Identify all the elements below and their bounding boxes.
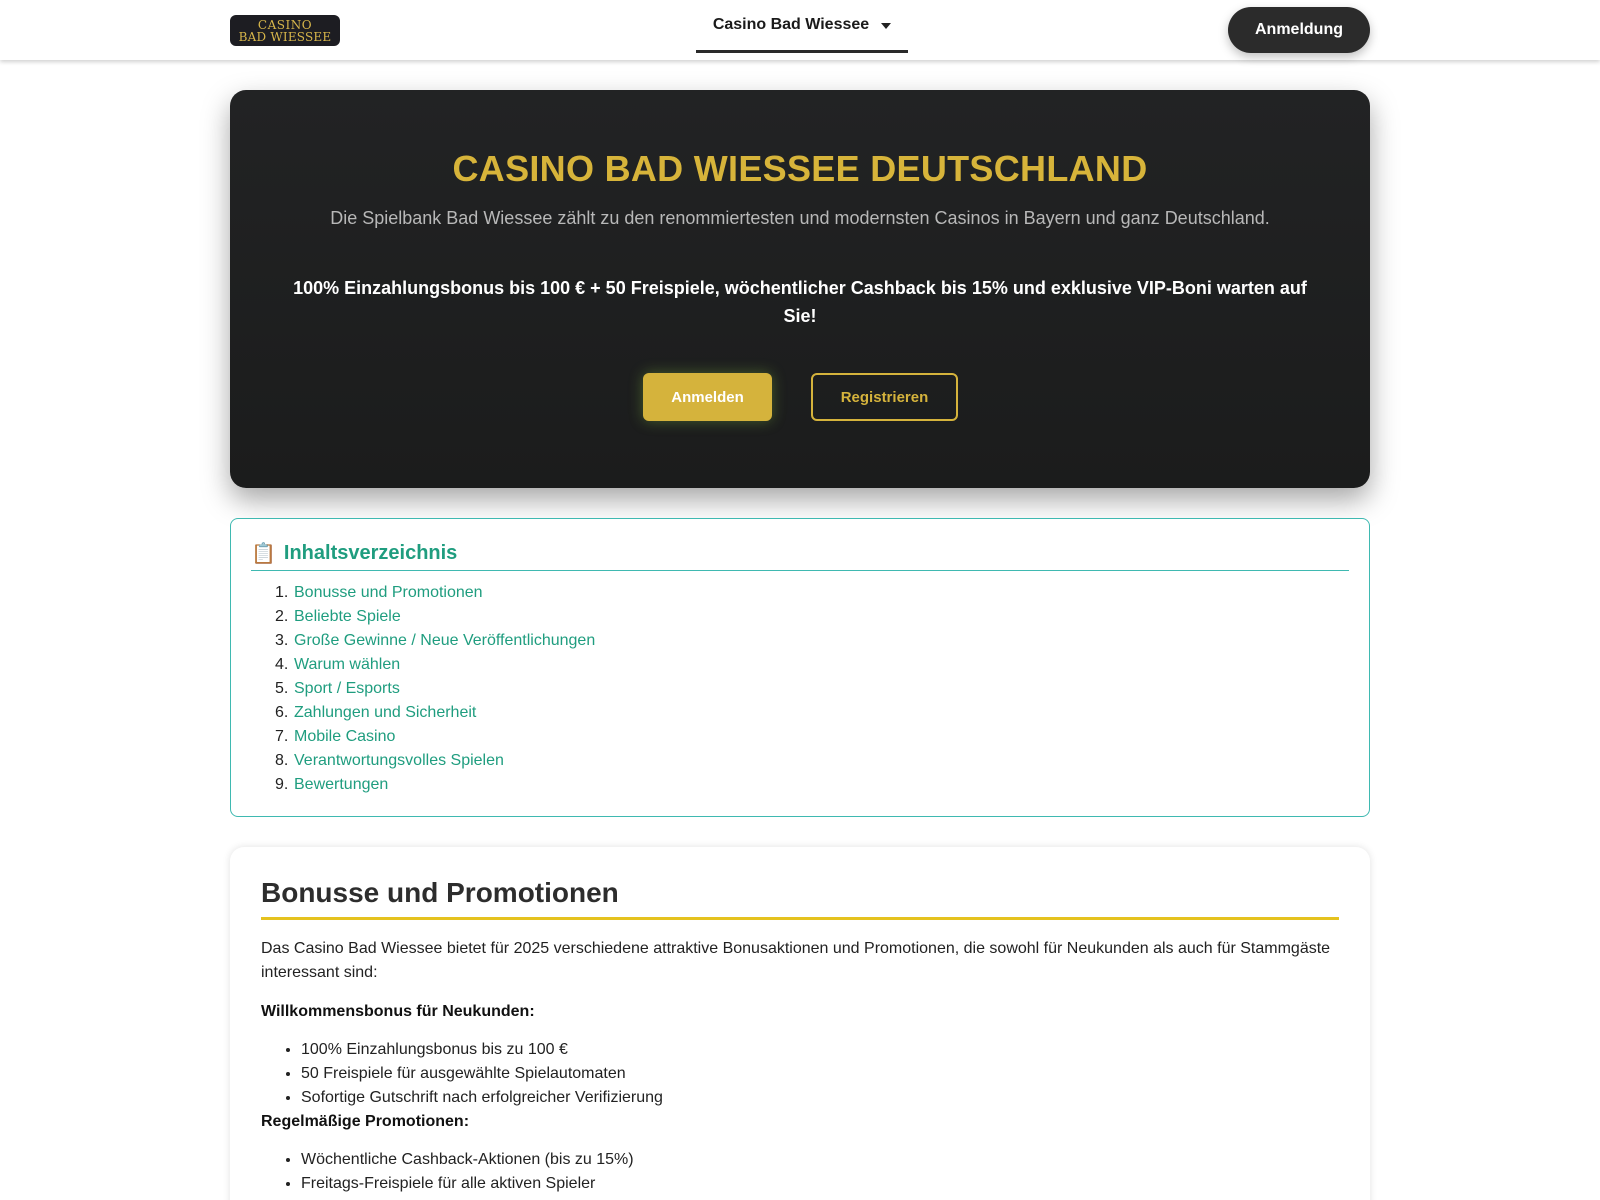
site-header [0, 0, 1600, 60]
toc-link-mobile[interactable]: Mobile Casino [294, 728, 396, 745]
table-of-contents [230, 518, 1370, 817]
list-item: • Sofortige Gutschrift nach erfolgreicher Verifizierung [301, 1086, 663, 1110]
list-item: • Freitags-Freispiele für alle aktiven Spieler [301, 1172, 634, 1196]
list-item: • 50 Freispiele für ausgewählte Spielautomaten [301, 1062, 663, 1086]
toc-item [275, 725, 595, 749]
section-title: Bonusse und Promotionen [261, 877, 1339, 920]
toc-item [275, 581, 595, 605]
toc-item-number: 8. [275, 752, 289, 769]
toc-link-bewertungen[interactable]: Bewertungen [294, 776, 389, 793]
toc-header [251, 537, 1349, 571]
toc-title: Inhaltsverzeichnis [283, 542, 458, 564]
hero-banner [230, 90, 1370, 488]
regular-promotions-list [301, 1148, 634, 1196]
site-select-label: Casino Bad Wiessee [712, 16, 870, 33]
hero-subtitle: Die Spielbank Bad Wiessee zählt zu den renommiertesten und modernsten Casinos in Bayern und ganz Deutschland. [330, 208, 1270, 228]
toc-item-number: 4. [275, 656, 289, 673]
toc-item [275, 605, 595, 629]
toc-item [275, 629, 595, 653]
toc-link-sport[interactable]: Sport / Esports [294, 680, 400, 697]
toc-link-zahlungen[interactable]: Zahlungen und Sicherheit [294, 704, 477, 721]
site-select-dropdown[interactable] [696, 0, 908, 53]
toc-item [275, 773, 595, 797]
welcome-bonus-list [301, 1038, 663, 1110]
register-button[interactable]: Registrieren [811, 373, 958, 421]
clipboard-icon: 📋 [251, 543, 276, 565]
bonus-section-card [230, 847, 1370, 1200]
toc-item [275, 749, 595, 773]
toc-item [275, 653, 595, 677]
sign-in-button[interactable]: Anmelden [643, 373, 772, 421]
toc-link-spiele[interactable]: Beliebte Spiele [294, 608, 401, 625]
login-button[interactable]: Anmeldung [1228, 7, 1370, 53]
toc-link-warum[interactable]: Warum wählen [294, 656, 401, 673]
chevron-down-icon [881, 23, 891, 29]
welcome-bonus-heading: Willkommensbonus für Neukunden: [261, 1003, 535, 1020]
list-item: • Wöchentliche Cashback-Aktionen (bis zu 15%) [301, 1148, 634, 1172]
hero-offer-text: 100% Einzahlungsbonus bis 100 € + 50 Freispiele, wöchentlicher Cashback bis 15% und exklusive VIP-Boni warten auf Sie! [293, 278, 1307, 326]
logo-line-1: CASINO [257, 17, 313, 32]
list-item: • 100% Einzahlungsbonus bis zu 100 € [301, 1038, 663, 1062]
toc-item-number: 3. [275, 632, 289, 649]
toc-item-number: 2. [275, 608, 289, 625]
casino-logo[interactable] [230, 15, 340, 46]
toc-item-number: 6. [275, 704, 289, 721]
toc-item [275, 677, 595, 701]
toc-link-verantwortung[interactable]: Verantwortungsvolles Spielen [294, 752, 504, 769]
toc-link-bonusse[interactable]: Bonusse und Promotionen [294, 584, 483, 601]
hero-title: CASINO BAD WIESSEE DEUTSCHLAND [452, 148, 1148, 189]
regular-promotions-heading: Regelmäßige Promotionen: [261, 1113, 470, 1130]
section-intro: Das Casino Bad Wiessee bietet für 2025 verschiedene attraktive Bonusaktionen und Promotionen, die sowohl für Neukunden als auch für Stammgäste interessant sind: [261, 940, 1331, 981]
toc-link-gewinne[interactable]: Große Gewinne / Neue Veröffentlichungen [294, 632, 596, 649]
toc-item [275, 701, 595, 725]
toc-list [275, 581, 595, 797]
logo-line-2: BAD WIESSEE [238, 29, 332, 44]
toc-item-number: 5. [275, 680, 289, 697]
toc-item-number: 7. [275, 728, 289, 745]
toc-item-number: 9. [275, 776, 289, 793]
toc-item-number: 1. [275, 584, 289, 601]
